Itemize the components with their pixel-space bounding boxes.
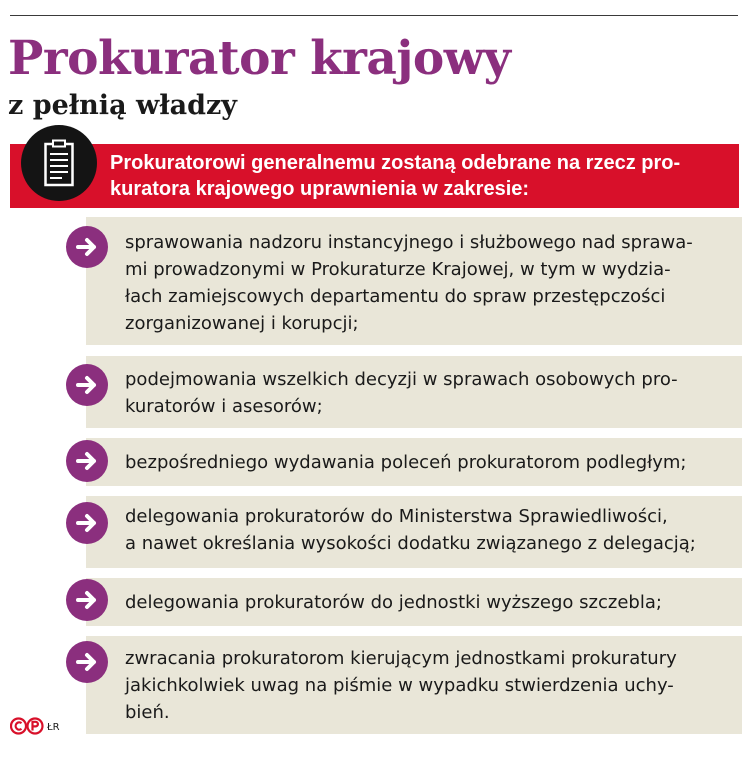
arrow-right-icon	[66, 364, 108, 406]
copyright-publisher-logo	[10, 717, 44, 735]
page-subtitle: z pełnią władzy	[8, 90, 237, 121]
list-item-line: łach zamiejscowych departamentu do spraw przestępczości	[125, 286, 666, 307]
list-item-line: podejmowania wszelkich decyzji w sprawach osobowych pro-	[125, 369, 678, 390]
list-item-text	[125, 589, 737, 616]
list-item-line: delegowania prokuratorów do jednostki wyższego szczebla;	[125, 592, 662, 613]
list-item-text	[125, 229, 737, 337]
arrow-right-icon	[66, 226, 108, 268]
arrow-right-icon	[66, 641, 108, 683]
list-item-line: mi prowadzonymi w Prokuraturze Krajowej, w tym w wydzia-	[125, 259, 671, 280]
arrow-right-icon	[66, 440, 108, 482]
list-item-text	[125, 503, 737, 557]
arrow-right-icon	[66, 502, 108, 544]
list-item-text	[125, 449, 737, 476]
list-item-line: delegowania prokuratorów do Ministerstwa Sprawiedliwości,	[125, 506, 668, 527]
list-item-line: a nawet określania wysokości dodatku związanego z delegacją;	[125, 533, 696, 554]
list-item-text	[125, 366, 737, 420]
banner-text	[110, 150, 730, 202]
list-item-line: zwracania prokuratorom kierującym jednostkami prokuratury	[125, 648, 677, 669]
arrow-right-icon	[66, 579, 108, 621]
author-credit: ŁR	[47, 722, 60, 733]
page-title: Prokurator krajowy	[8, 31, 511, 86]
top-divider	[10, 15, 738, 16]
list-item-line: bień.	[125, 702, 170, 723]
banner-line: kuratora krajowego uprawnienia w zakresie:	[110, 178, 530, 200]
list-item-text	[125, 645, 737, 726]
clipboard-icon	[21, 125, 97, 201]
list-item-line: sprawowania nadzoru instancyjnego i służbowego nad sprawa-	[125, 232, 693, 253]
list-item-line: zorganizowanej i korupcji;	[125, 313, 359, 334]
list-item-line: jakichkolwiek uwag na piśmie w wypadku stwierdzenia uchy-	[125, 675, 674, 696]
banner-line: Prokuratorowi generalnemu zostaną odebrane na rzecz pro-	[110, 152, 681, 174]
list-item-line: kuratorów i asesorów;	[125, 396, 323, 417]
list-item-line: bezpośredniego wydawania poleceń prokuratorom podległym;	[125, 452, 687, 473]
